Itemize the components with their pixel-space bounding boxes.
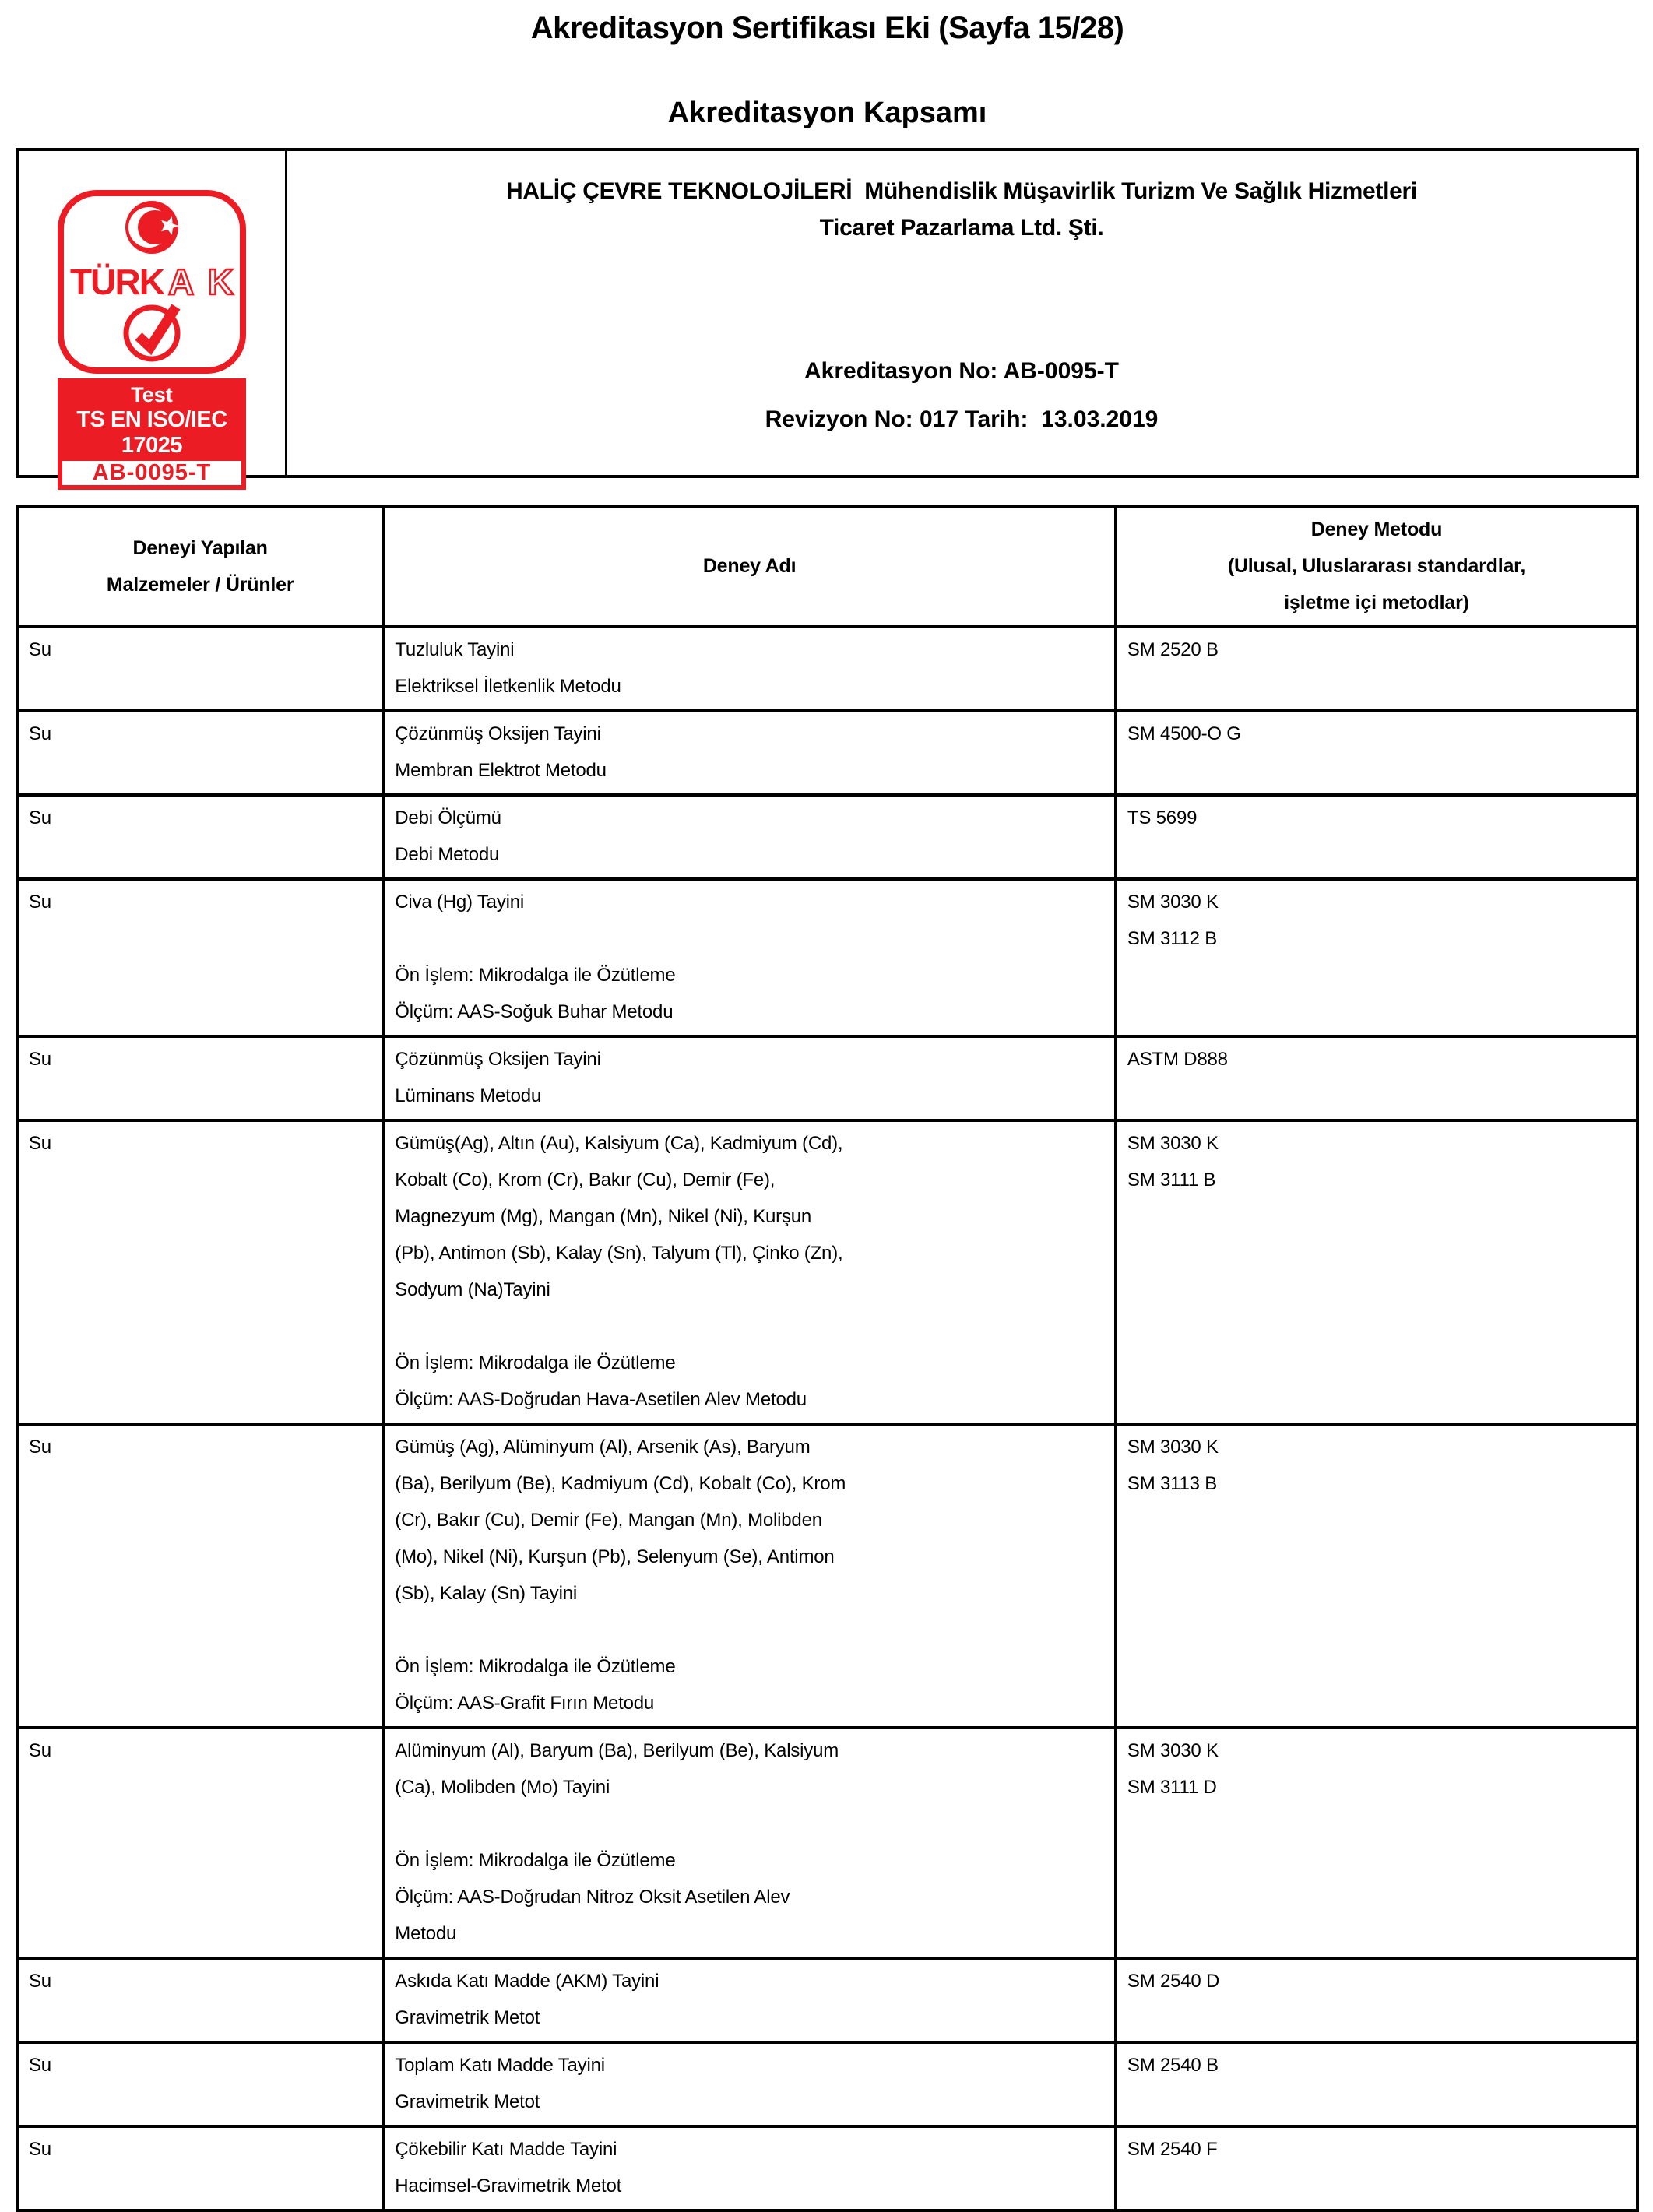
table-row — [17, 2042, 1637, 2126]
method-cell — [1116, 1120, 1637, 1424]
method-cell — [1116, 1036, 1637, 1120]
col-header-line: Deney Metodu — [1310, 519, 1443, 540]
material-cell — [17, 1728, 383, 1958]
cell-line: (Sb), Kalay (Sn) Tayini — [395, 1583, 578, 1604]
cell-line: Debi Metodu — [395, 844, 500, 865]
method-cell — [1116, 1958, 1637, 2042]
col-header-line: (Ulusal, Uluslararası standardlar, — [1227, 555, 1526, 577]
cell-line: SM 3113 B — [1127, 1473, 1218, 1494]
material-cell — [17, 879, 383, 1036]
table-body — [17, 627, 1637, 2210]
table-header — [17, 506, 1637, 627]
cell-line: SM 3030 K — [1127, 1133, 1219, 1154]
cell-line: (Ba), Berilyum (Be), Kadmiyum (Cd), Kobalt (Co), Krom — [395, 1473, 846, 1494]
cell-line: SM 2540 F — [1127, 2139, 1218, 2160]
table-row — [17, 1958, 1637, 2042]
col-header-materials — [17, 506, 383, 627]
material-cell — [17, 1120, 383, 1424]
crescent-star-icon — [125, 201, 181, 254]
test-name-cell — [383, 627, 1116, 711]
cell-line: Membran Elektrot Metodu — [395, 760, 607, 781]
cell-line: Çözünmüş Oksijen Tayini — [395, 1049, 601, 1070]
table-row — [17, 1424, 1637, 1728]
table-row — [17, 2126, 1637, 2210]
cell-line: SM 2520 B — [1127, 639, 1219, 660]
check-icon — [126, 307, 178, 359]
cell-line: Su — [29, 723, 51, 744]
method-cell — [1116, 627, 1637, 711]
cell-line: SM 4500-O G — [1127, 723, 1241, 744]
cell-line: Su — [29, 1971, 51, 1992]
method-cell — [1116, 1424, 1637, 1728]
cell-line: Ön İşlem: Mikrodalga ile Özütleme — [395, 1850, 676, 1871]
cell-line: Su — [29, 891, 51, 913]
table-row — [17, 795, 1637, 879]
table-row — [17, 1728, 1637, 1958]
method-cell — [1116, 2126, 1637, 2210]
method-cell — [1116, 711, 1637, 795]
cell-line: Metodu — [395, 1923, 457, 1944]
scope-table — [16, 505, 1639, 2212]
test-name-cell — [383, 795, 1116, 879]
cell-line: SM 2540 D — [1127, 1971, 1220, 1992]
cell-line: Su — [29, 1133, 51, 1154]
cell-line: Su — [29, 2139, 51, 2160]
cell-line: Gravimetrik Metot — [395, 2091, 540, 2112]
cell-line: Ön İşlem: Mikrodalga ile Özütleme — [395, 965, 676, 986]
header-box — [16, 148, 1639, 485]
cell-line: SM 3112 B — [1127, 928, 1218, 949]
page-title: Akreditasyon Sertifikası Eki (Sayfa 15/28) — [530, 11, 1124, 45]
turkak-wordmark — [70, 262, 234, 302]
logo-band — [58, 378, 246, 490]
band-accreditation-code: AB-0095-T — [92, 460, 212, 485]
cell-line: Civa (Hg) Tayini — [395, 891, 525, 913]
material-cell — [17, 1036, 383, 1120]
cell-line: Elektriksel İletkenlik Metodu — [395, 676, 621, 697]
col-header-line: Malzemeler / Ürünler — [106, 573, 294, 596]
page-subtitle: Akreditasyon Kapsamı — [667, 97, 987, 129]
test-name-cell — [383, 1728, 1116, 1958]
cell-line: Hacimsel-Gravimetrik Metot — [395, 2175, 622, 2196]
col-header-line: işletme içi metodlar) — [1284, 592, 1469, 614]
cell-line: TS 5699 — [1127, 807, 1198, 828]
turkak-logo-art — [64, 196, 240, 367]
test-name-cell — [383, 1036, 1116, 1120]
table-row — [17, 1036, 1637, 1120]
cell-line: SM 3030 K — [1127, 1740, 1219, 1761]
cell-line: Debi Ölçümü — [395, 807, 501, 828]
cell-line — [395, 1806, 1105, 1842]
revision-line: Revizyon No: 017 Tarih: 13.03.2019 — [765, 406, 1159, 432]
cell-line: Su — [29, 1049, 51, 1070]
accreditation-no: Akreditasyon No: AB-0095-T — [804, 358, 1119, 384]
cell-line: Toplam Katı Madde Tayini — [395, 2055, 605, 2076]
cell-line: Gümüş(Ag), Altın (Au), Kalsiyum (Ca), Kadmiyum (Cd), — [395, 1133, 843, 1154]
cell-line — [395, 920, 1105, 957]
test-name-cell — [383, 2042, 1116, 2126]
col-header-test-name — [383, 506, 1116, 627]
company-name-line1: HALİÇ ÇEVRE TEKNOLOJİLERİ Mühendislik Müşavirlik Turizm Ve Sağlık Hizmetleri — [506, 178, 1417, 204]
test-name-cell — [383, 879, 1116, 1036]
method-cell — [1116, 2042, 1637, 2126]
band-accreditation-code-box — [62, 461, 241, 485]
table-row — [17, 1120, 1637, 1424]
cell-line: Magnezyum (Mg), Mangan (Mn), Nikel (Ni), Kurşun — [395, 1206, 812, 1227]
test-name-cell — [383, 711, 1116, 795]
band-test-label: Test — [131, 383, 173, 406]
cell-line: SM 3111 B — [1127, 1169, 1216, 1190]
band-standard-label: TS EN ISO/IEC 17025 — [76, 407, 227, 458]
cell-line: (Mo), Nikel (Ni), Kurşun (Pb), Selenyum (Se), Antimon — [395, 1546, 835, 1567]
cell-line — [395, 1612, 1105, 1648]
material-cell — [17, 2042, 383, 2126]
cell-line: SM 3111 D — [1127, 1777, 1217, 1798]
cell-line: Ön İşlem: Mikrodalga ile Özütleme — [395, 1352, 676, 1373]
col-header-line: Deneyi Yapılan — [132, 536, 268, 559]
method-cell — [1116, 879, 1637, 1036]
cell-line: SM 3030 K — [1127, 1437, 1219, 1458]
material-cell — [17, 1424, 383, 1728]
cell-line — [395, 1308, 1105, 1345]
cell-line: Ölçüm: AAS-Doğrudan Hava-Asetilen Alev Metodu — [395, 1389, 807, 1410]
cell-line: SM 2540 B — [1127, 2055, 1219, 2076]
material-cell — [17, 627, 383, 711]
cell-line: Su — [29, 639, 51, 660]
cell-line: Ölçüm: AAS-Doğrudan Nitroz Oksit Asetilen Alev — [395, 1887, 790, 1908]
cell-line: Ölçüm: AAS-Soğuk Buhar Metodu — [395, 1001, 674, 1022]
method-cell — [1116, 1728, 1637, 1958]
logo-cell — [19, 151, 287, 485]
cell-line: Ön İşlem: Mikrodalga ile Özütleme — [395, 1656, 676, 1677]
cell-line: Askıda Katı Madde (AKM) Tayini — [395, 1971, 659, 1992]
material-cell — [17, 2126, 383, 2210]
material-cell — [17, 711, 383, 795]
cell-line: SM 3030 K — [1127, 891, 1219, 913]
material-cell — [17, 795, 383, 879]
wordmark-ak: AK — [168, 262, 234, 302]
table-row — [17, 711, 1637, 795]
cell-line: Lüminans Metodu — [395, 1085, 542, 1106]
wordmark-turk: TÜRK — [70, 262, 165, 302]
cell-line: Ölçüm: AAS-Grafit Fırın Metodu — [395, 1693, 655, 1714]
cell-line: Kobalt (Co), Krom (Cr), Bakır (Cu), Demir (Fe), — [395, 1169, 776, 1190]
cell-line: Alüminyum (Al), Baryum (Ba), Berilyum (Be), Kalsiyum — [395, 1740, 839, 1761]
cell-line: Sodyum (Na)Tayini — [395, 1279, 550, 1300]
cell-line: ASTM D888 — [1127, 1049, 1228, 1070]
test-name-cell — [383, 2126, 1116, 2210]
turkak-logo-frame — [58, 190, 246, 374]
document-page — [0, 9, 1653, 2212]
cell-line: Tuzluluk Tayini — [395, 639, 515, 660]
method-cell — [1116, 795, 1637, 879]
cell-line: Gravimetrik Metot — [395, 2007, 540, 2028]
col-header-line: Deney Adı — [702, 555, 797, 577]
cell-line: Su — [29, 807, 51, 828]
material-cell — [17, 1958, 383, 2042]
cell-line: Çözünmüş Oksijen Tayini — [395, 723, 601, 744]
company-name-line2: Ticaret Pazarlama Ltd. Şti. — [819, 215, 1104, 241]
company-cell — [287, 151, 1636, 475]
test-name-cell — [383, 1958, 1116, 2042]
cell-line: Su — [29, 2055, 51, 2076]
cell-line: (Cr), Bakır (Cu), Demir (Fe), Mangan (Mn), Molibden — [395, 1510, 822, 1531]
table-row — [17, 627, 1637, 711]
cell-line: Gümüş (Ag), Alüminyum (Al), Arsenik (As), Baryum — [395, 1437, 811, 1458]
cell-line: (Pb), Antimon (Sb), Kalay (Sn), Talyum (Tl), Çinko (Zn), — [395, 1243, 843, 1264]
cell-line: Çökebilir Katı Madde Tayini — [395, 2139, 617, 2160]
test-name-cell — [383, 1120, 1116, 1424]
col-header-test-method — [1116, 506, 1637, 627]
company-name — [287, 173, 1636, 246]
test-name-cell — [383, 1424, 1116, 1728]
cell-line: Su — [29, 1437, 51, 1458]
cell-line: (Ca), Molibden (Mo) Tayini — [395, 1777, 610, 1798]
cell-line: Su — [29, 1740, 51, 1761]
turkak-logo — [58, 190, 246, 490]
table-row — [17, 879, 1637, 1036]
